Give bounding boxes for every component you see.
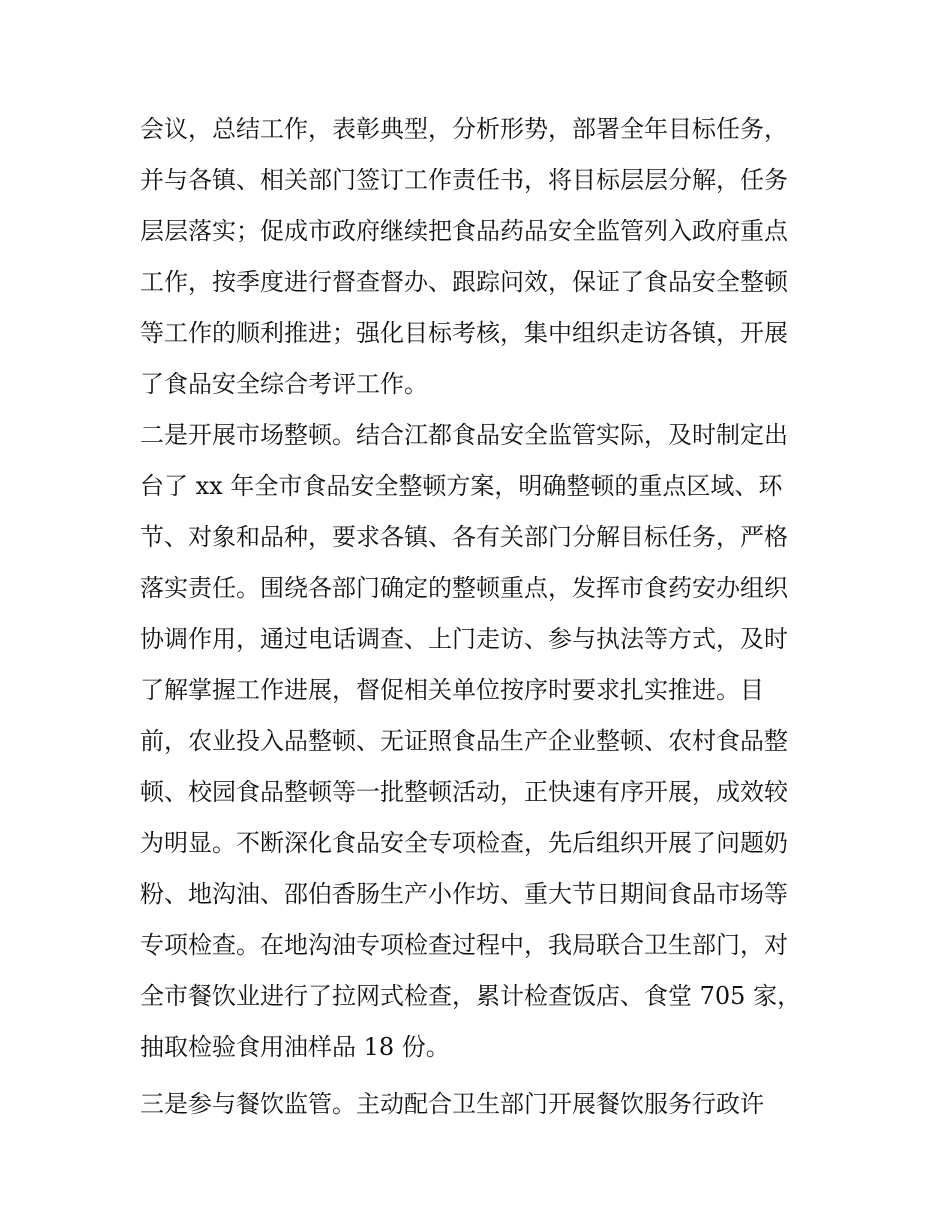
text-line: 为明显。不断深化食品安全专项检查，先后组织开展了问题奶 bbox=[140, 829, 788, 857]
text-line: 会议，总结工作，表彰典型，分析形势，部署全年目标任务， bbox=[140, 115, 788, 143]
text-line: 节、对象和品种，要求各镇、各有关部门分解目标任务，严格 bbox=[140, 523, 788, 551]
text-line: 并与各镇、相关部门签订工作责任书，将目标层层分解，任务 bbox=[140, 166, 788, 194]
text-line: 抽取检验食用油样品 18 份。 bbox=[140, 1033, 450, 1061]
text-line: 工作，按季度进行督查督办、跟踪问效，保证了食品安全整顿 bbox=[140, 268, 788, 296]
text-line: 协调作用，通过电话调查、上门走访、参与执法等方式，及时 bbox=[140, 625, 788, 653]
document-body bbox=[140, 104, 820, 1130]
text-line: 粉、地沟油、邵伯香肠生产小作坊、重大节日期间食品市场等 bbox=[140, 880, 788, 908]
text-line: 了解掌握工作进展，督促相关单位按序时要求扎实推进。目 bbox=[140, 676, 764, 704]
text-line: 三是参与餐饮监管。主动配合卫生部门开展餐饮服务行政许 bbox=[140, 1090, 764, 1118]
paragraph-3 bbox=[140, 1079, 820, 1130]
text-line: 全市餐饮业进行了拉网式检查，累计检查饭店、食堂 705 家， bbox=[140, 982, 802, 1010]
paragraph-2 bbox=[140, 410, 820, 1073]
text-line: 落实责任。围绕各部门确定的整顿重点，发挥市食药安办组织 bbox=[140, 574, 788, 602]
paragraph-1 bbox=[140, 104, 820, 410]
text-line: 前，农业投入品整顿、无证照食品生产企业整顿、农村食品整 bbox=[140, 727, 788, 755]
text-line: 专项检查。在地沟油专项检查过程中，我局联合卫生部门，对 bbox=[140, 931, 788, 959]
text-line: 二是开展市场整顿。结合江都食品安全监管实际，及时制定出 bbox=[140, 421, 788, 449]
text-line: 顿、校园食品整顿等一批整顿活动，正快速有序开展，成效较 bbox=[140, 778, 788, 806]
text-line: 了食品安全综合考评工作。 bbox=[140, 370, 428, 398]
text-line: 台了 xx 年全市食品安全整顿方案，明确整顿的重点区域、环 bbox=[140, 472, 783, 500]
text-line: 等工作的顺利推进；强化目标考核，集中组织走访各镇，开展 bbox=[140, 319, 788, 347]
text-line: 层层落实；促成市政府继续把食品药品安全监管列入政府重点 bbox=[140, 217, 788, 245]
